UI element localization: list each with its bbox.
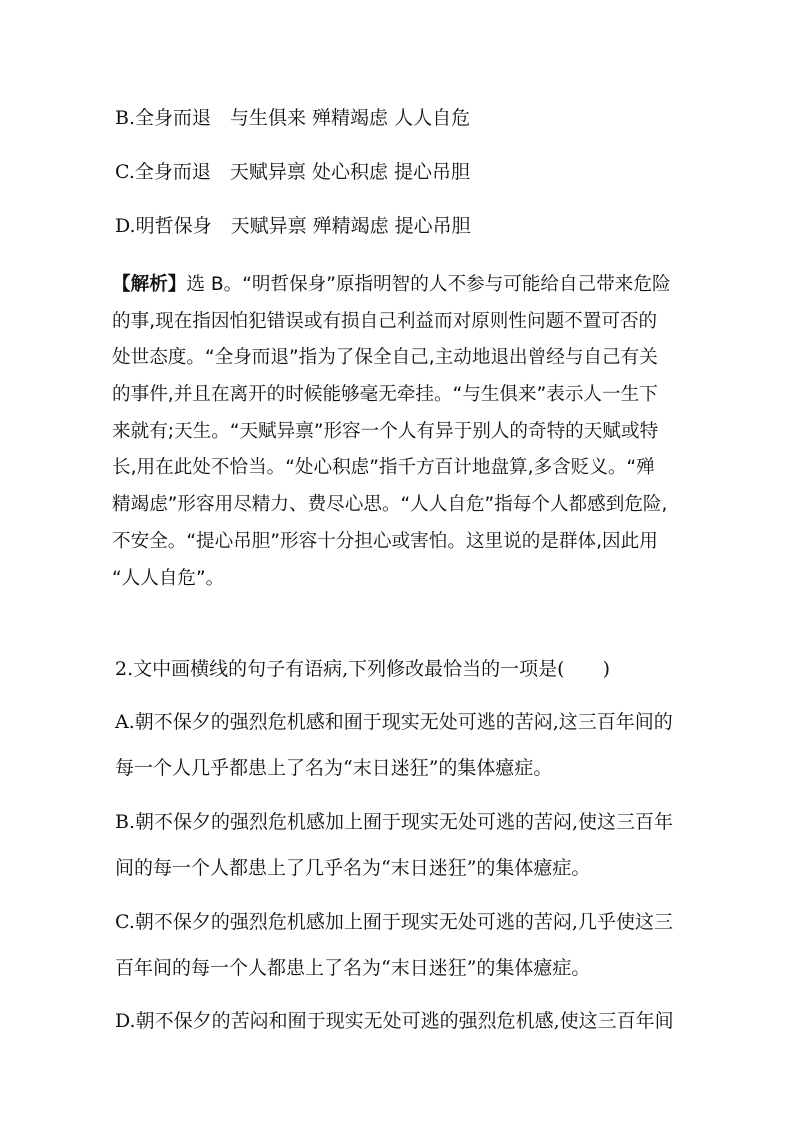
option-b-q2-line2: 间的每一个人都患上了几乎名为“末日迷狂”的集体癔症。: [115, 857, 591, 879]
option-c-q1: C.全身而退 天赋异禀 处心积虑 提心吊胆: [115, 161, 470, 183]
analysis-line-2: 的事,现在指因怕犯错误或有损自己利益而对原则性问题不置可否的: [112, 310, 658, 332]
analysis-block: [112, 267, 672, 597]
option-b-q2-line1: B.朝不保夕的强烈危机感加上囿于现实无处可逃的苦闷,使这三百年: [115, 811, 674, 833]
question-2-stem: 2.文中画横线的句子有语病,下列修改最恰当的一项是( ): [115, 658, 610, 680]
analysis-tag: 【解析】: [112, 274, 187, 295]
analysis-line-3: 处世态度。“全身而退”指为了保全自己,主动地退出曾经与自己有关: [112, 347, 658, 369]
analysis-line-4: 的事件,并且在离开的时候能够毫无牵挂。“与生俱来”表示人一生下: [112, 384, 658, 406]
option-d-q1: D.明哲保身 天赋异禀 殚精竭虑 提心吊胆: [115, 215, 471, 237]
analysis-line-7: 精竭虑”形容用尽精力、费尽心思。“人人自危”指每个人都感到危险,: [112, 494, 668, 516]
option-d-q2-line1: D.朝不保夕的苦闷和囿于现实无处可逃的强烈危机感,使这三百年间: [115, 1010, 674, 1032]
option-c-q2-line2: 百年间的每一个人都患上了名为“末日迷狂”的集体癔症。: [115, 957, 591, 979]
analysis-line-8: 不安全。“提心吊胆”形容十分担心或害怕。这里说的是群体,因此用: [112, 530, 658, 552]
option-b-q1: B.全身而退 与生俱来 殚精竭虑 人人自危: [115, 107, 471, 129]
analysis-line-1: 【解析】选 B。“明哲保身”原指明智的人不参与可能给自己带来危险: [112, 274, 671, 295]
analysis-line-9: “人人自危”。: [112, 567, 225, 589]
analysis-line-6: 长,用在此处不恰当。“处心积虑”指千方百计地盘算,多含贬义。“殚: [112, 457, 655, 479]
analysis-line-5: 来就有;天生。“天赋异禀”形容一个人有异于别人的奇特的天赋或特: [112, 420, 659, 442]
option-a-q2-line2: 每一个人几乎都患上了名为“末日迷狂”的集体癔症。: [115, 757, 553, 779]
option-a-q2-line1: A.朝不保夕的强烈危机感和囿于现实无处可逃的苦闷,这三百年间的: [115, 711, 673, 733]
option-c-q2-line1: C.朝不保夕的强烈危机感加上囿于现实无处可逃的苦闷,几乎使这三: [115, 911, 673, 933]
